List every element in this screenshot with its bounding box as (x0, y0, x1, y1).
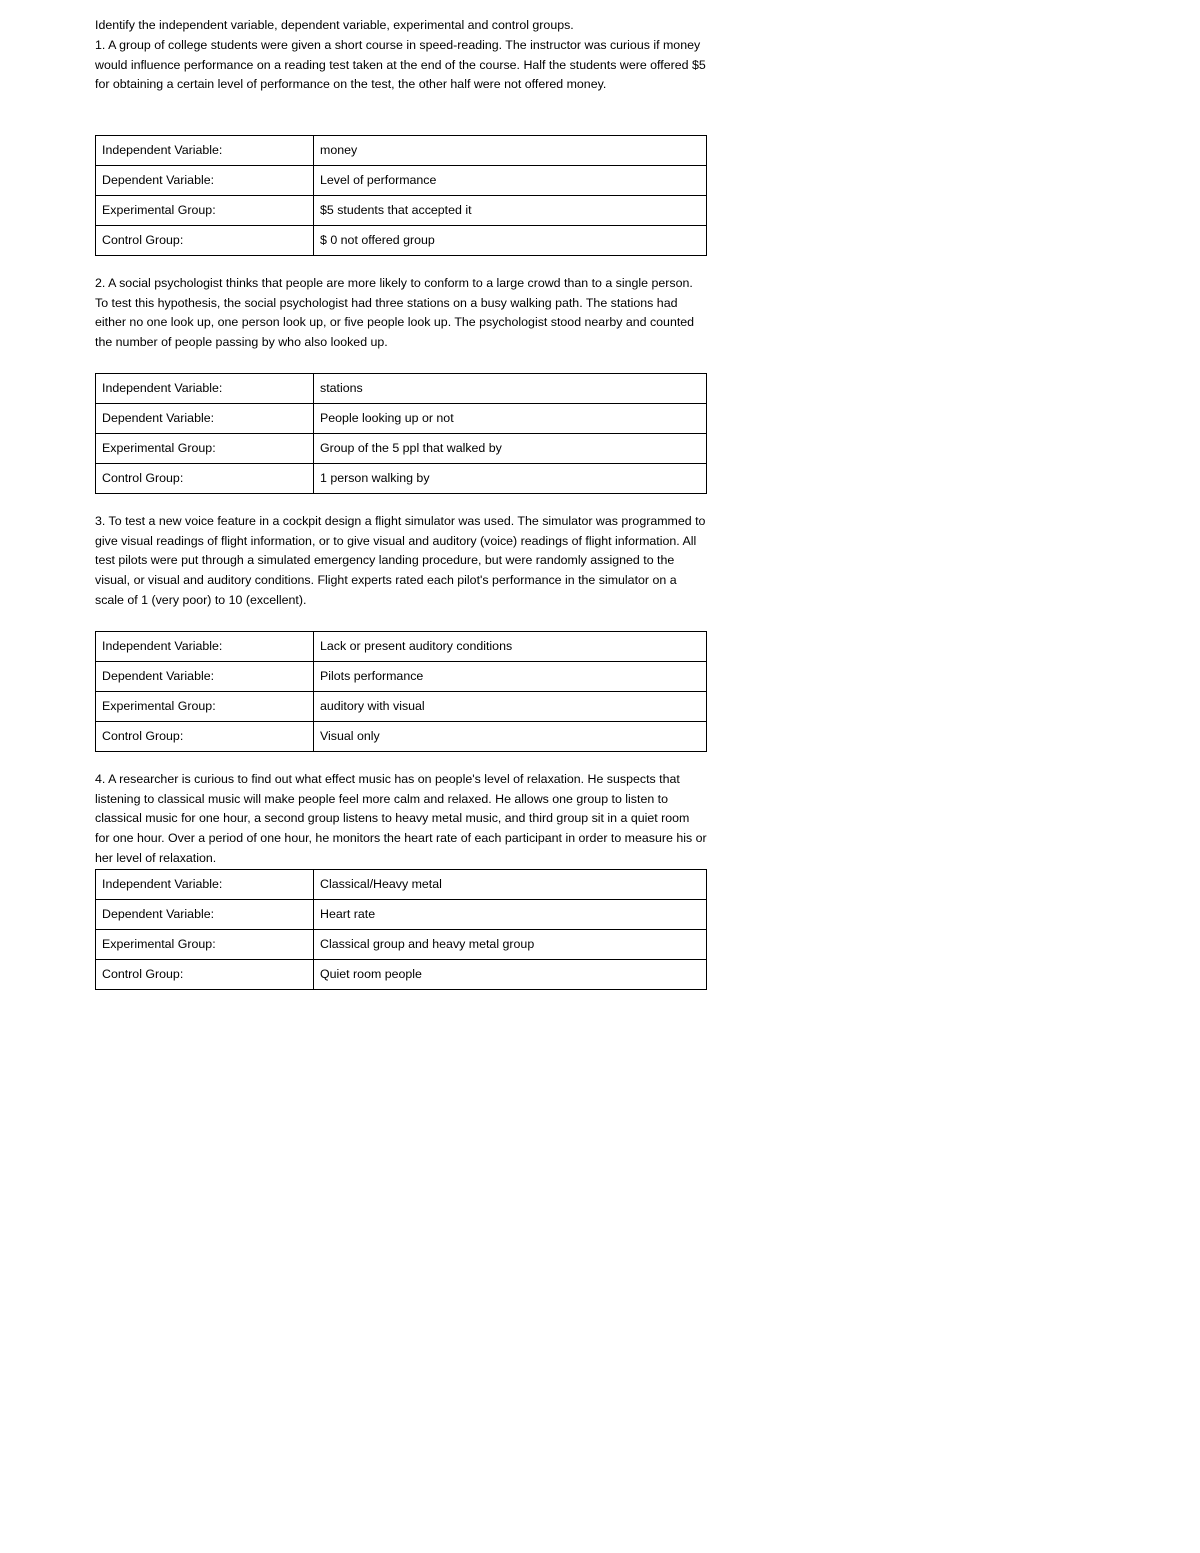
question-1-answer-table (95, 135, 707, 256)
table-row (96, 899, 707, 929)
experimental-group-answer[interactable]: Classical group and heavy metal group (314, 929, 707, 959)
experimental-group-answer[interactable]: Group of the 5 ppl that walked by (314, 433, 707, 463)
dependent-variable-label: Dependent Variable: (96, 899, 314, 929)
table-row (96, 433, 707, 463)
control-group-answer[interactable]: Quiet room people (314, 959, 707, 989)
control-group-label: Control Group: (96, 225, 314, 255)
control-group-answer[interactable]: 1 person walking by (314, 463, 707, 493)
control-group-label: Control Group: (96, 463, 314, 493)
independent-variable-label: Independent Variable: (96, 631, 314, 661)
dependent-variable-answer[interactable]: People looking up or not (314, 403, 707, 433)
question-1-prompt: 1. A group of college students were given a short course in speed-reading. The instructor was curious if money would influence performance on a reading test taken at the end of the course. Half the students were offered $5 for obtaining a certain level of performance on the test, the other half were not offered money. (95, 37, 706, 92)
independent-variable-answer[interactable]: money (314, 135, 707, 165)
question-3-prompt: 3. To test a new voice feature in a cockpit design a flight simulator was used. The simulator was programmed to give visual readings of flight information, or to give visual and auditory (voice) readings of flight information. All test pilots were put through a simulated emergency landing procedure, but were randomly assigned to the visual, or visual and auditory conditions. Flight experts rated each pilot's performance in the simulator on a scale of 1 (very poor) to 10 (excellent). (95, 513, 706, 607)
control-group-label: Control Group: (96, 959, 314, 989)
experimental-group-answer[interactable]: $5 students that accepted it (314, 195, 707, 225)
table-row (96, 165, 707, 195)
table-row (96, 869, 707, 899)
table-row (96, 929, 707, 959)
control-group-answer[interactable]: Visual only (314, 721, 707, 751)
dependent-variable-answer[interactable]: Pilots performance (314, 661, 707, 691)
independent-variable-answer[interactable]: stations (314, 373, 707, 403)
table-row (96, 661, 707, 691)
table-row (96, 195, 707, 225)
dependent-variable-label: Dependent Variable: (96, 165, 314, 195)
table-row (96, 463, 707, 493)
question-3 (95, 512, 707, 752)
table-row (96, 373, 707, 403)
worksheet (95, 16, 707, 990)
question-3-answer-table (95, 631, 707, 752)
dependent-variable-label: Dependent Variable: (96, 403, 314, 433)
independent-variable-answer[interactable]: Classical/Heavy metal (314, 869, 707, 899)
question-2-answer-table (95, 373, 707, 494)
experimental-group-answer[interactable]: auditory with visual (314, 691, 707, 721)
question-1 (95, 36, 707, 256)
table-row (96, 691, 707, 721)
table-row (96, 631, 707, 661)
question-4 (95, 770, 707, 990)
experimental-group-label: Experimental Group: (96, 195, 314, 225)
control-group-label: Control Group: (96, 721, 314, 751)
dependent-variable-label: Dependent Variable: (96, 661, 314, 691)
independent-variable-label: Independent Variable: (96, 869, 314, 899)
control-group-answer[interactable]: $ 0 not offered group (314, 225, 707, 255)
table-row (96, 225, 707, 255)
question-2 (95, 274, 707, 494)
question-4-prompt: 4. A researcher is curious to find out what effect music has on people's level of relaxation. He suspects that listening to classical music will make people feel more calm and relaxed. He allows one group to listen to classical music for one hour, a second group listens to heavy metal music, and third group sit in a quiet room for one hour. Over a period of one hour, he monitors the heart rate of each participant in order to measure his or her level of relaxation. (95, 771, 707, 865)
table-row (96, 135, 707, 165)
table-row (96, 959, 707, 989)
experimental-group-label: Experimental Group: (96, 929, 314, 959)
independent-variable-answer[interactable]: Lack or present auditory conditions (314, 631, 707, 661)
experimental-group-label: Experimental Group: (96, 691, 314, 721)
table-row (96, 403, 707, 433)
dependent-variable-answer[interactable]: Level of performance (314, 165, 707, 195)
question-4-answer-table (95, 869, 707, 990)
independent-variable-label: Independent Variable: (96, 135, 314, 165)
question-2-prompt: 2. A social psychologist thinks that people are more likely to conform to a large crowd than to a single person. To test this hypothesis, the social psychologist had three stations on a busy walking path. The stations had either no one look up, one person look up, or five people look up. The psychologist stood nearby and counted the number of people passing by who also looked up. (95, 275, 695, 350)
independent-variable-label: Independent Variable: (96, 373, 314, 403)
table-row (96, 721, 707, 751)
dependent-variable-answer[interactable]: Heart rate (314, 899, 707, 929)
instructions-heading: Identify the independent variable, dependent variable, experimental and control groups. (95, 18, 574, 32)
experimental-group-label: Experimental Group: (96, 433, 314, 463)
